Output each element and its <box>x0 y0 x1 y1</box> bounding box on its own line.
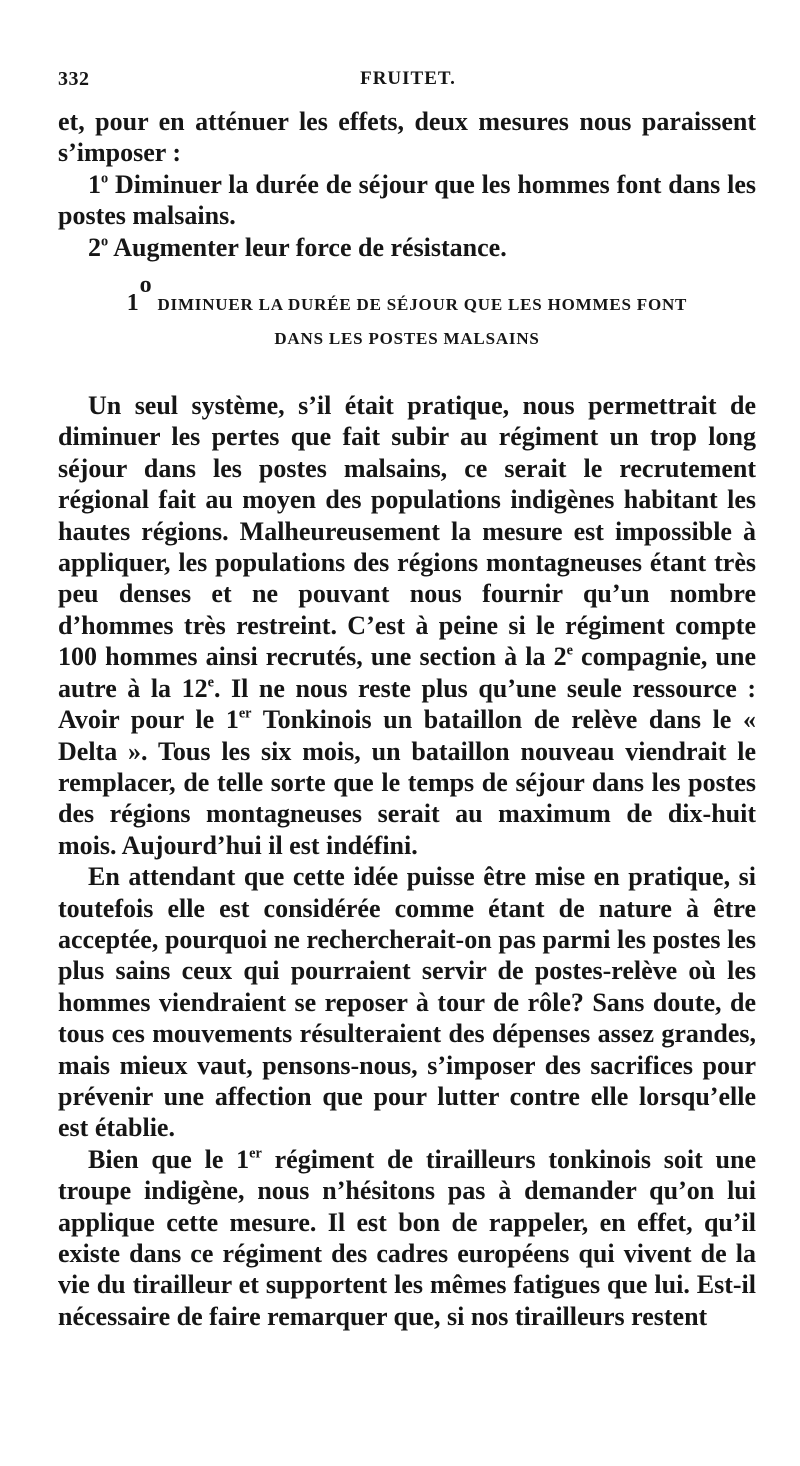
paragraph-3-text-b: régiment de tirailleurs tonkinois soit une troupe indigène, nous n’hésitons pas à demander qu’on lui applique cette mesure. Il est bon de rappeler, en effet, qu’il existe dans ce régiment des cadres européens qui vivent de la vie du tirailleur et supportent les mêmes fatigues que lui. Est-il nécessaire de faire remarquer que, si nos tirailleurs restent <box>58 1144 757 1331</box>
superscript: e <box>207 673 214 690</box>
page-number: 332 <box>58 68 90 90</box>
measure-2-number: 2 <box>88 232 101 262</box>
section-heading-line-2: DANS LES POSTES MALSAINS <box>274 329 540 349</box>
page-body <box>58 106 756 1332</box>
section-heading-line-1 <box>58 272 756 322</box>
paragraph-tirailleurs <box>58 1144 756 1332</box>
superscript: er <box>238 705 252 722</box>
ordinal-mark: o <box>101 232 109 249</box>
intro-text: et, pour en atténuer les effets, deux mesures nous paraissent s’imposer : <box>58 107 756 168</box>
paragraph-3-text-a: Bien que le 1 <box>88 1144 250 1174</box>
superscript: er <box>249 1145 262 1162</box>
section-heading <box>58 272 756 356</box>
measure-1-text: Diminuer la durée de séjour que les hommes font dans les postes malsains. <box>58 169 756 231</box>
measure-1-number: 1 <box>88 169 101 199</box>
ordinal-mark: o <box>139 272 153 299</box>
paragraph-1-text-b: compagnie, une autre à la 12 <box>58 642 757 703</box>
paragraph-1-text-c: . Il ne nous reste plus qu’une seule ressource : Avoir pour le 1 <box>58 673 757 735</box>
superscript: e <box>566 642 573 659</box>
section-title-1: DIMINUER LA DURÉE DE SÉJOUR QUE LES HOMMES FONT <box>152 295 688 315</box>
paragraph-1-text-a: Un seul système, s’il était pratique, nous permettrait de diminuer les pertes que fait subir au régiment un trop long séjour dans les postes malsains, ce serait le recrutement régional fait au moyen des populations indigènes habitant les hautes régions. Malheureusement la mesure est impossible à appliquer, les populations des régions montagneuses étant très peu denses et ne pouvant nous fournir qu’un nombre d’hommes très restreint. C’est à peine si le régiment compte 100 hommes ainsi recrutés, une section à la 2 <box>58 391 756 672</box>
section-number: 1 <box>126 290 140 317</box>
paragraph-postes-releve: En attendant que cette idée puisse être mise en pratique, si toutefois elle est considérée comme étant de nature à être acceptée, pourquoi ne rechercherait-on pas parmi les postes les plus sains ceux qui pourraient servir de postes-relève où les hommes viendraient se reposer à tour de rôle? Sans doute, de tous ces mouvements résulteraient des dépenses assez grandes, mais mieux vaut, pensons-nous, s’imposer des sacrifices pour prévenir une affection que pour lutter contre elle lorsqu’elle est établie. <box>58 862 756 1143</box>
measure-item-2 <box>58 232 756 263</box>
measure-2-text: Augmenter leur force de résistance. <box>108 232 507 262</box>
measure-item-1 <box>58 169 756 232</box>
paragraph-1-text-d: Tonkinois un bataillon de relève dans le « Delta ». Tous les six mois, un bataillon nouveau viendrait le remplacer, de telle sorte que le temps de séjour dans les postes des régions montagneuses serait au maximum de dix-huit mois. Aujourd’hui il est indéfini. <box>58 705 756 860</box>
page-header <box>58 68 758 98</box>
running-title: FRUITET. <box>360 68 456 89</box>
paragraph-recrutement <box>58 390 756 861</box>
intro-paragraph <box>58 106 756 169</box>
ordinal-mark: o <box>101 170 109 187</box>
